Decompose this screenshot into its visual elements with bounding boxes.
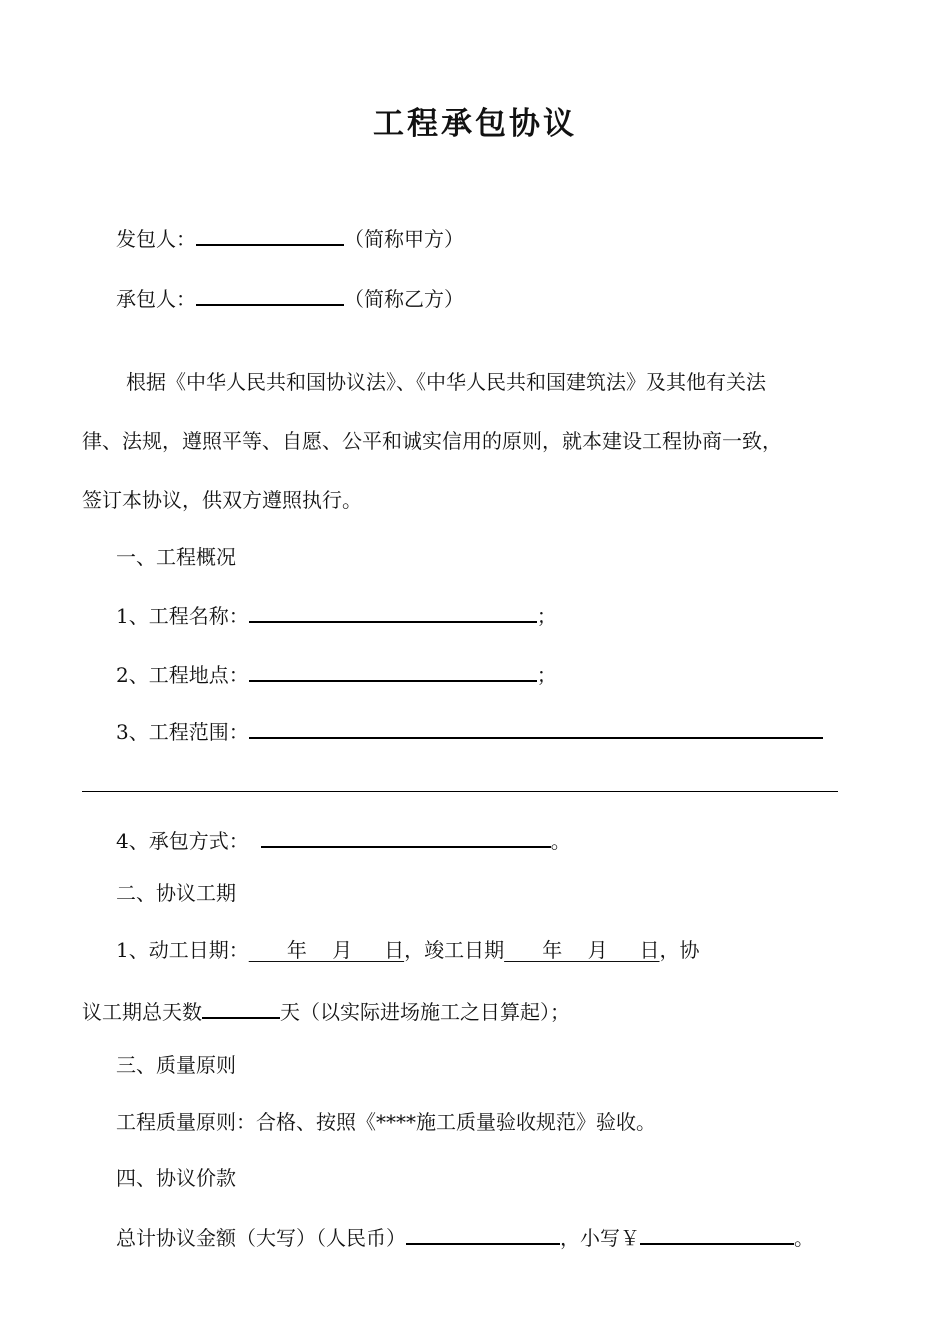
- contractor-label: 承包人：: [116, 287, 196, 311]
- schedule-line-1: [116, 938, 699, 962]
- finish-date-label: ，竣工日期: [404, 938, 505, 962]
- contract-mode-end: 。: [550, 829, 571, 853]
- project-name-line: [116, 601, 557, 628]
- employer-blank[interactable]: [196, 224, 344, 246]
- section-4-heading: 四、协议价款: [116, 1166, 236, 1190]
- amount-capital-label: 总计协议金额（大写）（人民币）: [116, 1226, 406, 1250]
- document-title: 工程承包协议: [373, 106, 577, 142]
- project-name-label: 1、工程名称：: [116, 604, 249, 628]
- preamble-line-2: 律、法规，遵照平等、自愿、公平和诚实信用的原则，就本建设工程协商一致，: [82, 429, 782, 453]
- project-scope-continuation-blank[interactable]: [82, 791, 838, 792]
- preamble-line-3: 签订本协议，供双方遵照执行。: [82, 488, 362, 512]
- employer-line: [116, 224, 464, 251]
- section-3-heading: 三、质量原则: [116, 1053, 236, 1077]
- project-scope-line: [116, 717, 823, 744]
- schedule-line-2: [82, 997, 570, 1024]
- employer-label: 发包人：: [116, 227, 196, 251]
- amount-capital-blank[interactable]: [406, 1223, 560, 1245]
- contractor-blank[interactable]: [196, 284, 344, 306]
- total-days-suffix: 天（以实际进场施工之日算起）；: [280, 1000, 570, 1024]
- contract-mode-blank[interactable]: [261, 826, 551, 848]
- employer-suffix: （简称甲方）: [344, 227, 464, 251]
- total-days-blank[interactable]: [202, 997, 280, 1019]
- total-days-label: 议工期总天数: [82, 1000, 202, 1024]
- quality-standard-text: 工程质量原则：合格、按照《****施工质量验收规范》验收。: [116, 1110, 656, 1134]
- project-name-end: ；: [536, 604, 557, 628]
- start-date-field[interactable]: 年 月 日: [248, 938, 405, 962]
- finish-date-end: ，协: [659, 938, 700, 962]
- contract-mode-label: 4、承包方式：: [116, 829, 249, 853]
- amount-small-label: ，小写￥: [560, 1226, 640, 1250]
- contractor-line: [116, 284, 464, 311]
- project-scope-blank[interactable]: [249, 717, 823, 739]
- preamble-line-1: 根据《中华人民共和国协议法》、《中华人民共和国建筑法》及其他有关法: [126, 370, 766, 394]
- amount-end: 。: [794, 1226, 814, 1250]
- project-location-line: [116, 660, 557, 687]
- finish-date-field[interactable]: 年 月 日: [504, 938, 660, 962]
- section-1-heading: 一、工程概况: [116, 545, 236, 569]
- project-location-blank[interactable]: [249, 660, 537, 682]
- section-2-heading: 二、协议工期: [116, 881, 236, 905]
- project-name-blank[interactable]: [249, 601, 537, 623]
- amount-small-blank[interactable]: [640, 1223, 794, 1245]
- contractor-suffix: （简称乙方）: [344, 287, 464, 311]
- contract-amount-line: [116, 1223, 814, 1250]
- start-date-label: 1、动工日期：: [116, 938, 249, 962]
- contract-mode-line: [116, 826, 571, 853]
- project-scope-label: 3、工程范围：: [116, 720, 249, 744]
- project-location-end: ；: [536, 663, 557, 687]
- project-location-label: 2、工程地点：: [116, 663, 249, 687]
